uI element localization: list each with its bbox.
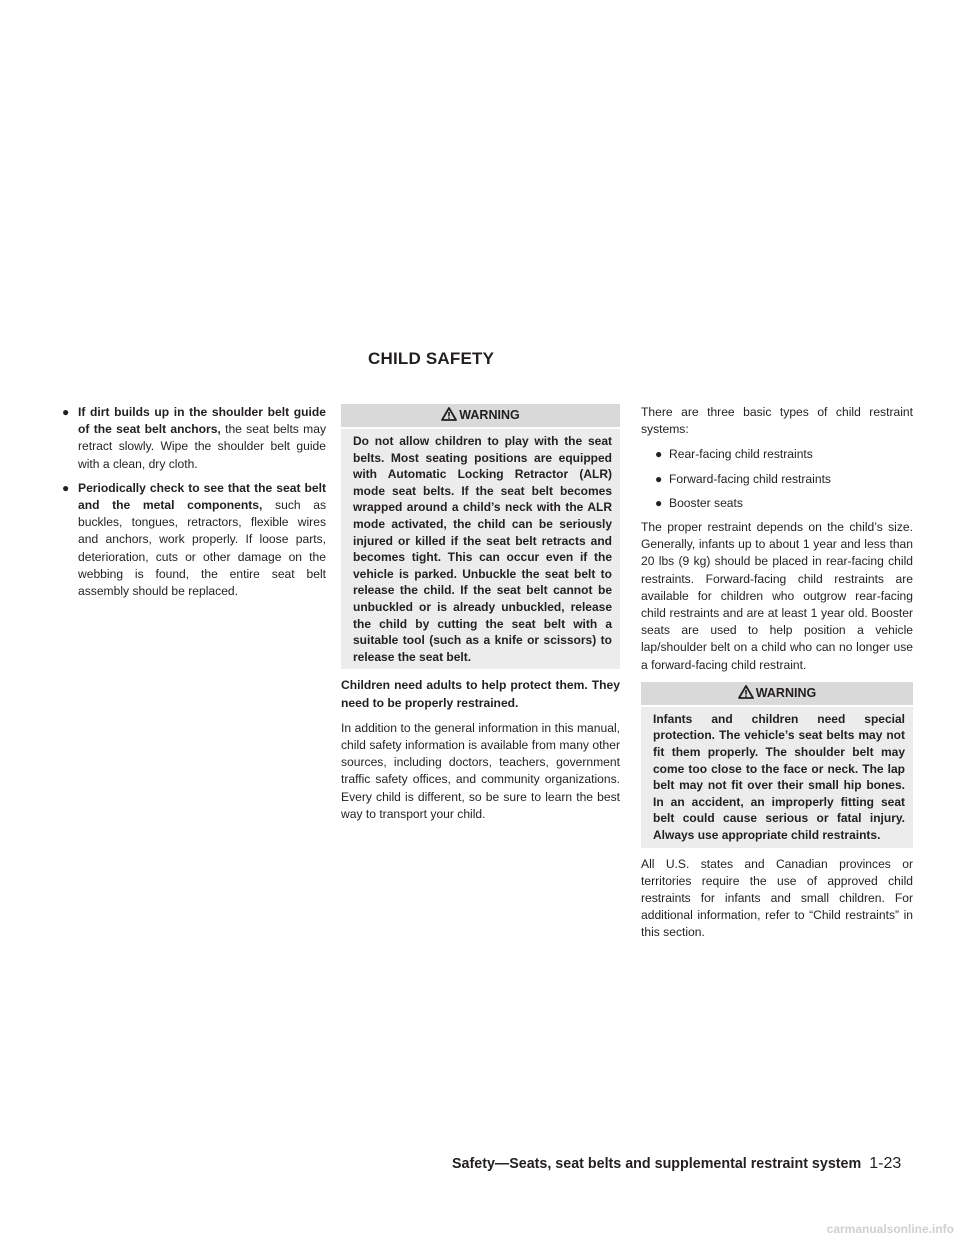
- warning-text: Infants and children need special protection. The vehicle’s seat belts may not fit them properly. The shoulder belt may come too close to the face or neck. The lap belt may not fit over their small hip bones. In an accident, an improperly fitting seat belt could cause serious or fatal injury. Always use appropriate child restraints.: [641, 707, 913, 848]
- warning-icon: [441, 407, 457, 421]
- column-1: [62, 404, 326, 607]
- bullet-icon: ●: [655, 447, 663, 462]
- list-item: [62, 480, 326, 600]
- list-item: [641, 495, 913, 512]
- column-3: [641, 404, 913, 950]
- item-bold-text: Periodically check to see that the seat belt and the metal components,: [78, 480, 326, 513]
- emphasis-paragraph: Children need adults to help protect them. They need to be properly restrained.: [341, 678, 620, 710]
- restraint-type: Booster seats: [669, 495, 743, 510]
- warning-text: Do not allow children to play with the seat belts. Most seating positions are equipped with Automatic Locking Retractor (ALR) mode seat belts. If the seat belt becomes wrapped around a child’s neck with the ALR mode activated, the child can be seriously injured or killed if the seat belt retracts and becomes tight. This can occur even if the vehicle is parked. Unbuckle the seat belt to release the child. If the seat belt cannot be unbuckled or is already unbuckled, release the child by cutting the seat belt with a suitable tool (such as a knife or scissors) to release the seat belt.: [341, 429, 620, 669]
- list-item: [641, 446, 913, 463]
- warning-header: [341, 404, 620, 427]
- item-text: the seat belts may retract slowly. Wipe the shoulder belt guide with a clean, dry cloth.: [78, 422, 326, 471]
- warning-title: WARNING: [459, 408, 520, 422]
- body-paragraph: The proper restraint depends on the child’s size. Generally, infants up to about 1 year and less than 20 lbs (9 kg) should be placed in rear-facing child restraints. Forward-facing child restraints are available for children who outgrow rear-facing child restraints and are at least 1 year old. Booster seats are used to help position a vehicle lap/shoulder belt on a child who can no longer use a forward-facing child restraint.: [641, 520, 913, 672]
- bullet-icon: ●: [62, 480, 70, 495]
- page-footer: [452, 1155, 901, 1173]
- warning-title: WARNING: [755, 685, 817, 700]
- warning-header: [641, 682, 913, 705]
- chapter-title: Safety—Seats, seat belts and supplemental restraint system: [452, 1156, 862, 1172]
- intro-paragraph: There are three basic types of child restraint systems:: [641, 405, 913, 437]
- bullet-icon: ●: [655, 471, 663, 486]
- column-2: [341, 404, 620, 831]
- bullet-icon: ●: [62, 405, 70, 419]
- item-text: such as buckles, tongues, retractors, flexible wires and anchors, work properly. If loose parts, deterioration, cuts or other damage on the webbing is found, the entire seat belt assembly should be replaced.: [78, 498, 326, 599]
- body-paragraph: All U.S. states and Canadian provinces or territories require the use of approved child restraints for infants and small children. For additional information, refer to “Child restraints” in this section.: [641, 856, 913, 940]
- item-bold-text: If dirt builds up in the shoulder belt guide of the seat belt anchors,: [78, 405, 326, 437]
- page-number: 1-23: [869, 1155, 902, 1172]
- list-item: [641, 471, 913, 488]
- section-title: CHILD SAFETY: [368, 349, 495, 368]
- body-paragraph: In addition to the general information in this manual, child safety information is available from many other sources, including doctors, teachers, government traffic safety offices, and community organizations. Every child is different, so be sure to learn the best way to transport your child.: [341, 720, 620, 821]
- restraint-type: Forward-facing child restraints: [669, 471, 831, 486]
- bullet-icon: ●: [655, 495, 663, 510]
- watermark: carmanualsonline.info: [826, 1222, 954, 1236]
- warning-icon: [738, 685, 754, 699]
- restraint-type: Rear-facing child restraints: [669, 447, 813, 462]
- list-item: [62, 404, 326, 473]
